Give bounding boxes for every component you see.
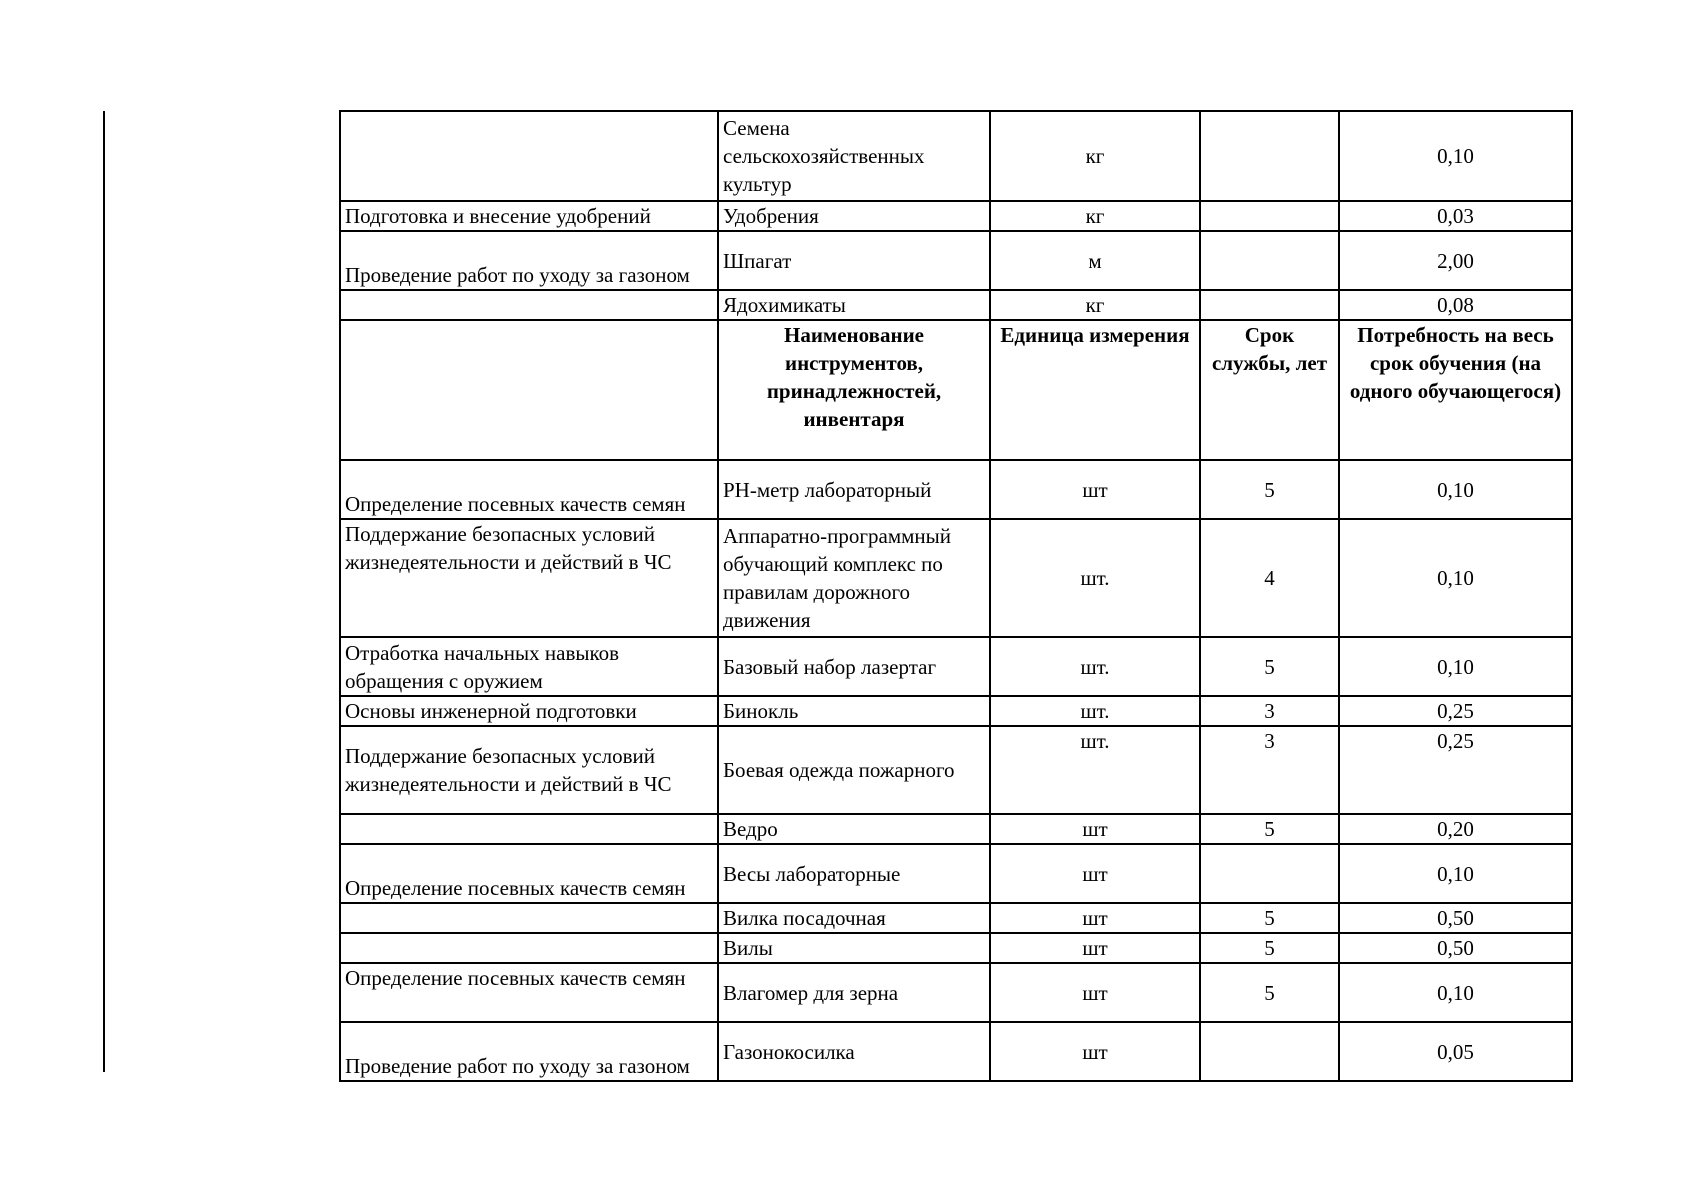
need-cell: 2,00	[1339, 231, 1572, 290]
life-cell: 5	[1200, 963, 1339, 1022]
activity-cell	[340, 903, 718, 933]
table-row	[340, 519, 1572, 637]
need-cell: 0,20	[1339, 814, 1572, 844]
item-cell: Базовый набор лазертаг	[718, 637, 990, 696]
activity-cell: Отработка начальных навыков обращения с оружием	[340, 637, 718, 696]
life-cell: 5	[1200, 814, 1339, 844]
activity-cell	[340, 933, 718, 963]
unit-cell: шт	[990, 814, 1200, 844]
item-cell: Семена сельскохозяйственных культур	[718, 111, 990, 201]
life-cell: 5	[1200, 903, 1339, 933]
need-cell: 0,25	[1339, 696, 1572, 726]
unit-cell: шт	[990, 844, 1200, 903]
table-row	[340, 201, 1572, 231]
table-row	[340, 111, 1572, 201]
header-life: Срок службы, лет	[1200, 320, 1339, 460]
table-row	[340, 963, 1572, 1022]
life-cell: 3	[1200, 726, 1339, 814]
unit-cell: шт	[990, 1022, 1200, 1081]
unit-cell: шт.	[990, 696, 1200, 726]
unit-cell: м	[990, 231, 1200, 290]
life-cell	[1200, 111, 1339, 201]
table-row	[340, 1022, 1572, 1081]
unit-cell: шт	[990, 903, 1200, 933]
item-cell: Влагомер для зерна	[718, 963, 990, 1022]
table-row	[340, 231, 1572, 290]
life-cell	[1200, 231, 1339, 290]
need-cell: 0,10	[1339, 460, 1572, 519]
need-cell: 0,25	[1339, 726, 1572, 814]
item-cell: Аппаратно-программный обучающий комплекс по правилам дорожного движения	[718, 519, 990, 637]
unit-cell: кг	[990, 201, 1200, 231]
item-cell: Шпагат	[718, 231, 990, 290]
life-cell	[1200, 844, 1339, 903]
activity-cell: Подготовка и внесение удобрений	[340, 201, 718, 231]
activity-cell: Основы инженерной подготовки	[340, 696, 718, 726]
life-cell	[1200, 1022, 1339, 1081]
need-cell: 0,10	[1339, 637, 1572, 696]
item-cell: Вилка посадочная	[718, 903, 990, 933]
header-empty-cell	[340, 320, 718, 460]
table-row	[340, 290, 1572, 320]
table-row	[340, 844, 1572, 903]
need-cell: 0,10	[1339, 519, 1572, 637]
unit-cell: шт.	[990, 519, 1200, 637]
activity-cell	[340, 111, 718, 201]
table-row	[340, 696, 1572, 726]
activity-cell: Поддержание безопасных условий жизнедеятельности и действий в ЧС	[340, 726, 718, 814]
need-cell: 0,08	[1339, 290, 1572, 320]
need-cell: 0,10	[1339, 111, 1572, 201]
unit-cell: шт	[990, 933, 1200, 963]
activity-cell: Поддержание безопасных условий жизнедеятельности и действий в ЧС	[340, 519, 718, 637]
item-cell: Весы лабораторные	[718, 844, 990, 903]
table-row	[340, 903, 1572, 933]
activity-cell: Проведение работ по уходу за газоном	[340, 231, 718, 290]
need-cell: 0,05	[1339, 1022, 1572, 1081]
item-cell: Вилы	[718, 933, 990, 963]
life-cell: 4	[1200, 519, 1339, 637]
item-cell: Удобрения	[718, 201, 990, 231]
table-row	[340, 726, 1572, 814]
item-cell: Газонокосилка	[718, 1022, 990, 1081]
activity-cell: Определение посевных качеств семян	[340, 844, 718, 903]
life-cell: 5	[1200, 637, 1339, 696]
life-cell	[1200, 290, 1339, 320]
need-cell: 0,50	[1339, 903, 1572, 933]
left-margin-rule	[103, 111, 105, 1072]
item-cell: Боевая одежда пожарного	[718, 726, 990, 814]
item-cell: Ядохимикаты	[718, 290, 990, 320]
unit-cell: шт	[990, 460, 1200, 519]
activity-cell: Определение посевных качеств семян	[340, 460, 718, 519]
activity-cell: Определение посевных качеств семян	[340, 963, 718, 1022]
activity-cell: Проведение работ по уходу за газоном	[340, 1022, 718, 1081]
activity-cell	[340, 814, 718, 844]
life-cell: 5	[1200, 460, 1339, 519]
need-cell: 0,10	[1339, 963, 1572, 1022]
table-row	[340, 814, 1572, 844]
table-row	[340, 637, 1572, 696]
table-header-row	[340, 320, 1572, 460]
unit-cell: кг	[990, 290, 1200, 320]
header-unit: Единица измерения	[990, 320, 1200, 460]
unit-cell: шт.	[990, 726, 1200, 814]
need-cell: 0,50	[1339, 933, 1572, 963]
unit-cell: шт	[990, 963, 1200, 1022]
life-cell	[1200, 201, 1339, 231]
need-cell: 0,10	[1339, 844, 1572, 903]
equipment-table	[339, 110, 1573, 1082]
life-cell: 3	[1200, 696, 1339, 726]
unit-cell: кг	[990, 111, 1200, 201]
table-row	[340, 460, 1572, 519]
header-need: Потребность на весь срок обучения (на одного обучающегося)	[1339, 320, 1572, 460]
need-cell: 0,03	[1339, 201, 1572, 231]
activity-cell	[340, 290, 718, 320]
life-cell: 5	[1200, 933, 1339, 963]
item-cell: Бинокль	[718, 696, 990, 726]
header-name: Наименование инструментов, принадлежностей, инвентаря	[718, 320, 990, 460]
item-cell: Ведро	[718, 814, 990, 844]
item-cell: PH-метр лабораторный	[718, 460, 990, 519]
table-row	[340, 933, 1572, 963]
unit-cell: шт.	[990, 637, 1200, 696]
